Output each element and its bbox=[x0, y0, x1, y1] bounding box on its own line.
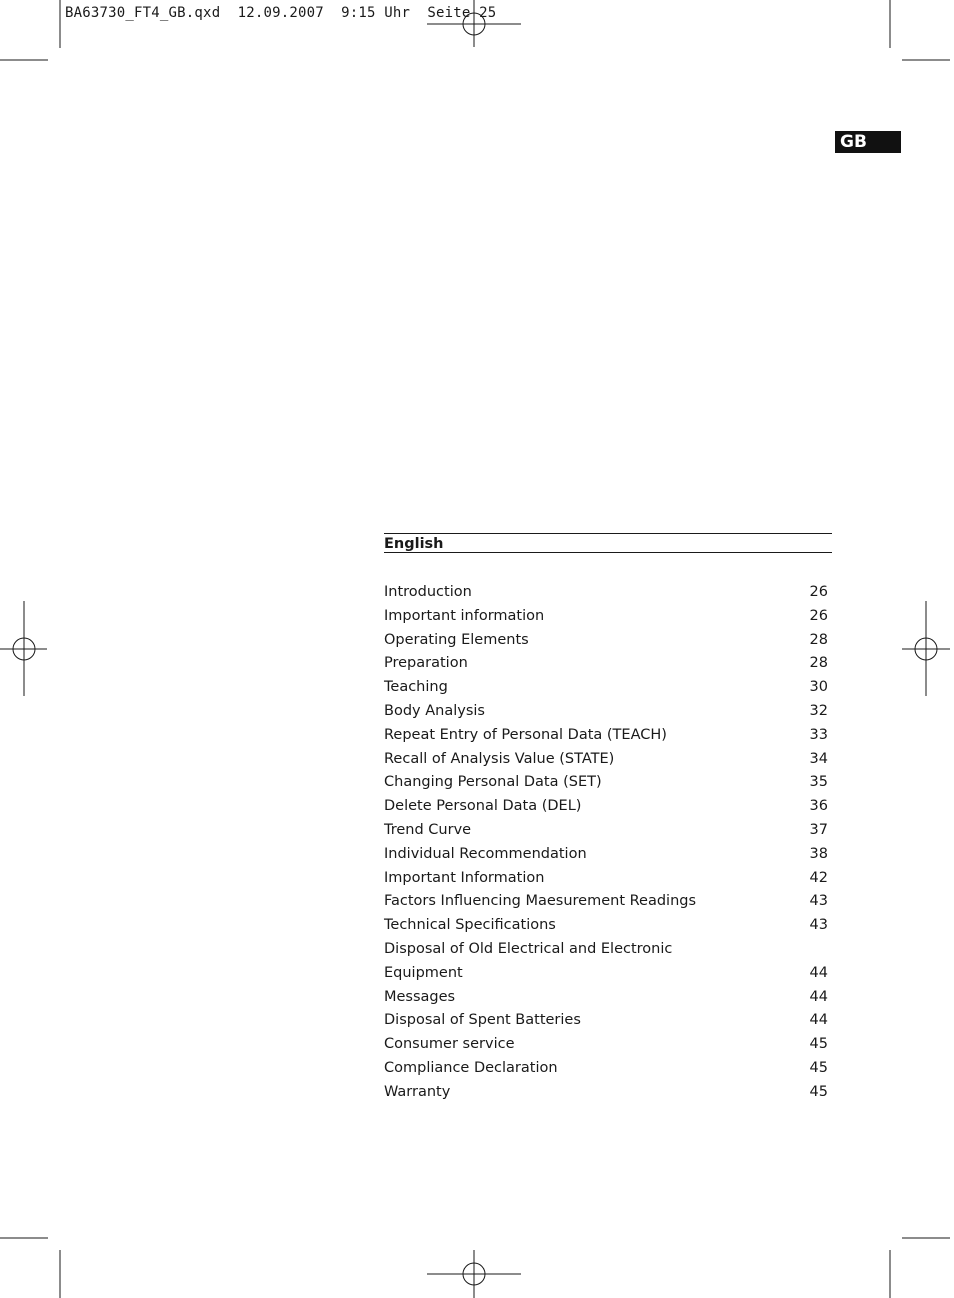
toc-item-title: Important Information bbox=[384, 869, 545, 886]
toc-item bbox=[384, 986, 832, 1010]
toc-item-page: 44 bbox=[809, 964, 828, 981]
toc-item-page: 38 bbox=[809, 845, 828, 862]
toc-item-title: Teaching bbox=[384, 679, 448, 696]
toc-item-title: Delete Personal Data (DEL) bbox=[384, 798, 582, 815]
toc-item-title: Warranty bbox=[384, 1083, 451, 1100]
toc-item-page: 36 bbox=[809, 798, 828, 815]
toc-item-page: 28 bbox=[809, 631, 828, 648]
toc-item-page: 44 bbox=[809, 988, 828, 1005]
toc-item-title: Disposal of Spent Batteries bbox=[384, 1012, 581, 1029]
toc-item-title: Operating Elements bbox=[384, 631, 529, 648]
toc-item-page: 33 bbox=[809, 726, 828, 743]
language-tab: GB bbox=[835, 131, 901, 153]
registration-mark-left bbox=[0, 601, 47, 696]
toc-item-title: Preparation bbox=[384, 655, 468, 672]
toc-item-page: 35 bbox=[809, 774, 828, 791]
toc-item-page: 43 bbox=[809, 917, 828, 934]
toc-item-title: Recall of Analysis Value (STATE) bbox=[384, 750, 615, 767]
toc-item bbox=[384, 676, 832, 700]
toc-item-page: 37 bbox=[809, 821, 828, 838]
registration-mark-bottom bbox=[427, 1250, 521, 1298]
toc-item bbox=[384, 652, 832, 676]
toc-item bbox=[384, 581, 832, 605]
toc-list bbox=[384, 581, 832, 1105]
toc-item bbox=[384, 962, 832, 986]
toc-item-page: 26 bbox=[809, 584, 828, 600]
toc-item bbox=[384, 771, 832, 795]
print-slug: BA63730_FT4_GB.qxd 12.09.2007 9:15 Uhr Seite 25 bbox=[65, 5, 497, 21]
toc-item-title: Changing Personal Data (SET) bbox=[384, 774, 602, 791]
registration-mark-top bbox=[427, 0, 521, 47]
toc-item-page: 45 bbox=[809, 1036, 828, 1053]
toc-item-page: 45 bbox=[809, 1059, 828, 1076]
toc-item-title: Repeat Entry of Personal Data (TEACH) bbox=[384, 726, 667, 743]
toc-item-title: Technical Specifications bbox=[384, 917, 556, 934]
registration-mark-right bbox=[902, 601, 950, 696]
toc-item bbox=[384, 700, 832, 724]
toc-item-page: 34 bbox=[809, 750, 828, 767]
toc-item bbox=[384, 1057, 832, 1081]
toc-item-title: Disposal of Old Electrical and Electronic bbox=[384, 940, 673, 957]
table-of-contents bbox=[384, 533, 832, 1105]
toc-item bbox=[384, 890, 832, 914]
toc-item bbox=[384, 629, 832, 653]
toc-item-title: Important information bbox=[384, 607, 545, 624]
toc-item bbox=[384, 605, 832, 629]
toc-item-page bbox=[798, 938, 832, 962]
toc-item bbox=[384, 843, 832, 867]
toc-item bbox=[384, 914, 832, 938]
toc-item-page: 30 bbox=[809, 679, 828, 696]
toc-item bbox=[384, 724, 832, 748]
toc-item-title: Compliance Declaration bbox=[384, 1059, 558, 1076]
toc-item bbox=[384, 1081, 832, 1105]
toc-item-page: 28 bbox=[809, 655, 828, 672]
toc-item-title: Introduction bbox=[384, 584, 472, 600]
toc-item-title: Trend Curve bbox=[384, 821, 472, 838]
toc-item bbox=[384, 795, 832, 819]
toc-item bbox=[384, 1033, 832, 1057]
toc-item-title: Body Analysis bbox=[384, 702, 485, 719]
toc-item-page: 45 bbox=[809, 1083, 828, 1100]
toc-item-page: 26 bbox=[809, 607, 828, 624]
toc-item-page: 44 bbox=[809, 1012, 828, 1029]
toc-item-page: 32 bbox=[809, 702, 828, 719]
toc-item-page: 43 bbox=[809, 893, 828, 910]
toc-item-title: Messages bbox=[384, 988, 456, 1005]
toc-item bbox=[384, 867, 832, 891]
toc-item bbox=[384, 748, 832, 772]
toc-item-title: Equipment bbox=[384, 964, 463, 981]
toc-item-page: 42 bbox=[809, 869, 828, 886]
toc-item-title: Individual Recommendation bbox=[384, 845, 587, 862]
toc-item bbox=[384, 1009, 832, 1033]
toc-item bbox=[384, 819, 832, 843]
toc-item bbox=[384, 938, 832, 962]
toc-heading: English bbox=[384, 533, 832, 553]
toc-item-title: Consumer service bbox=[384, 1036, 515, 1053]
toc-item-title: Factors Influencing Maesurement Readings bbox=[384, 893, 697, 910]
